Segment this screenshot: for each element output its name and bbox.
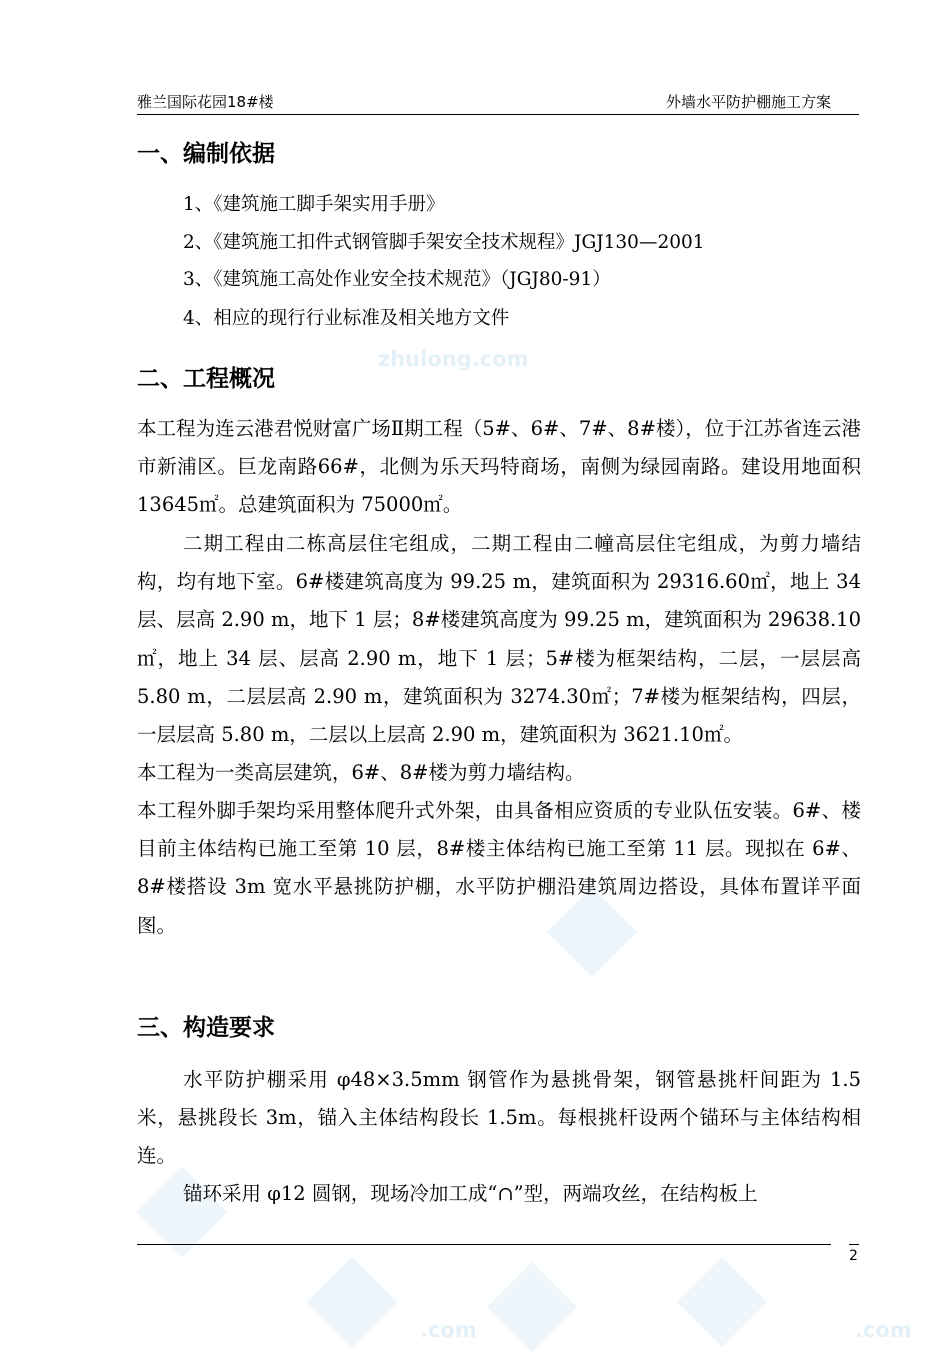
watermark-logo-shape xyxy=(677,1257,768,1348)
watermark-suffix: .com xyxy=(855,1318,912,1342)
footer-rule-dash xyxy=(849,1244,859,1245)
overview-paragraph-scaffold: 本工程外脚手架均采用整体爬升式外架，由具备相应资质的专业队伍安装。6#、楼目前主体结构已施工至第 10 层，8#楼主体结构已施工至第 11 层。现拟在 6#、8#楼搭设 3m 宽水平悬挑防护棚，水平防护棚沿建筑周边搭设，具体布置详平面图。 xyxy=(137,799,861,937)
reference-item: 1、《建筑施工脚手架实用手册》 xyxy=(183,194,445,215)
watermark-logo-shape xyxy=(307,1257,398,1348)
overview-paragraph-location: 本工程为连云港君悦财富广场Ⅱ期工程（5#、6#、7#、8#楼），位于江苏省连云港市新浦区。巨龙南路66#，北侧为乐天玛特商场，南侧为绿园南路。建设用地面积 13645㎡。总建筑面积为 75000㎡。 xyxy=(137,417,861,517)
page-number: 2 xyxy=(849,1248,858,1264)
watermark-logo-shape xyxy=(487,1262,578,1352)
section-title-construction: 三、构造要求 xyxy=(137,1015,275,1041)
construction-paragraph-anchor: 锚环采用 φ12 圆钢，现场冷加工成“∩”型，两端攻丝，在结构板上 xyxy=(183,1182,758,1205)
page-header xyxy=(137,88,859,115)
overview-paragraph-classification: 本工程为一类高层建筑，6#、8#楼为剪力墙结构。 xyxy=(137,761,585,784)
section-title-basis: 一、编制依据 xyxy=(137,141,275,167)
footer-rule xyxy=(137,1244,831,1245)
reference-item: 4、相应的现行行业标准及相关地方文件 xyxy=(183,308,510,329)
overview-paragraph-buildings: 二期工程由二栋高层住宅组成，二期工程由二幢高层住宅组成，为剪力墙结构，均有地下室。6#楼建筑高度为 99.25 m，建筑面积为 29316.60㎡，地上 34 层、层高 2.90 m，地下 1 层；8#楼建筑高度为 99.25 m，建筑面积为 29638.10㎡，地上 34 层、层高 2.90 m，地下 1 层；5#楼为框架结构，二层，一层层高 5.80 m，二层层高 2.90 m，建筑面积为 3274.30㎡；7#楼为框架结构，四层，一层层高 5.80 m，二层以上层高 2.90 m，建筑面积为 3621.10㎡。 xyxy=(137,532,861,747)
watermark-text: zhulong.com xyxy=(378,347,529,371)
construction-paragraph-frame: 水平防护棚采用 φ48×3.5mm 钢管作为悬挑骨架，钢管悬挑杆间距为 1.5 米，悬挑段长 3m，锚入主体结构段长 1.5m。每根挑杆设两个锚环与主体结构相连。 xyxy=(137,1068,861,1168)
reference-item: 3、《建筑施工高处作业安全技术规范》（JGJ80-91） xyxy=(183,269,611,290)
header-project-name: 雅兰国际花园18#楼 xyxy=(137,93,274,111)
reference-item: 2、《建筑施工扣件式钢管脚手架安全技术规程》JGJ130—2001 xyxy=(183,232,705,253)
watermark-suffix: .com xyxy=(420,1318,477,1342)
section-title-overview: 二、工程概况 xyxy=(137,366,275,392)
header-document-title: 外墙水平防护棚施工方案 xyxy=(665,93,831,111)
